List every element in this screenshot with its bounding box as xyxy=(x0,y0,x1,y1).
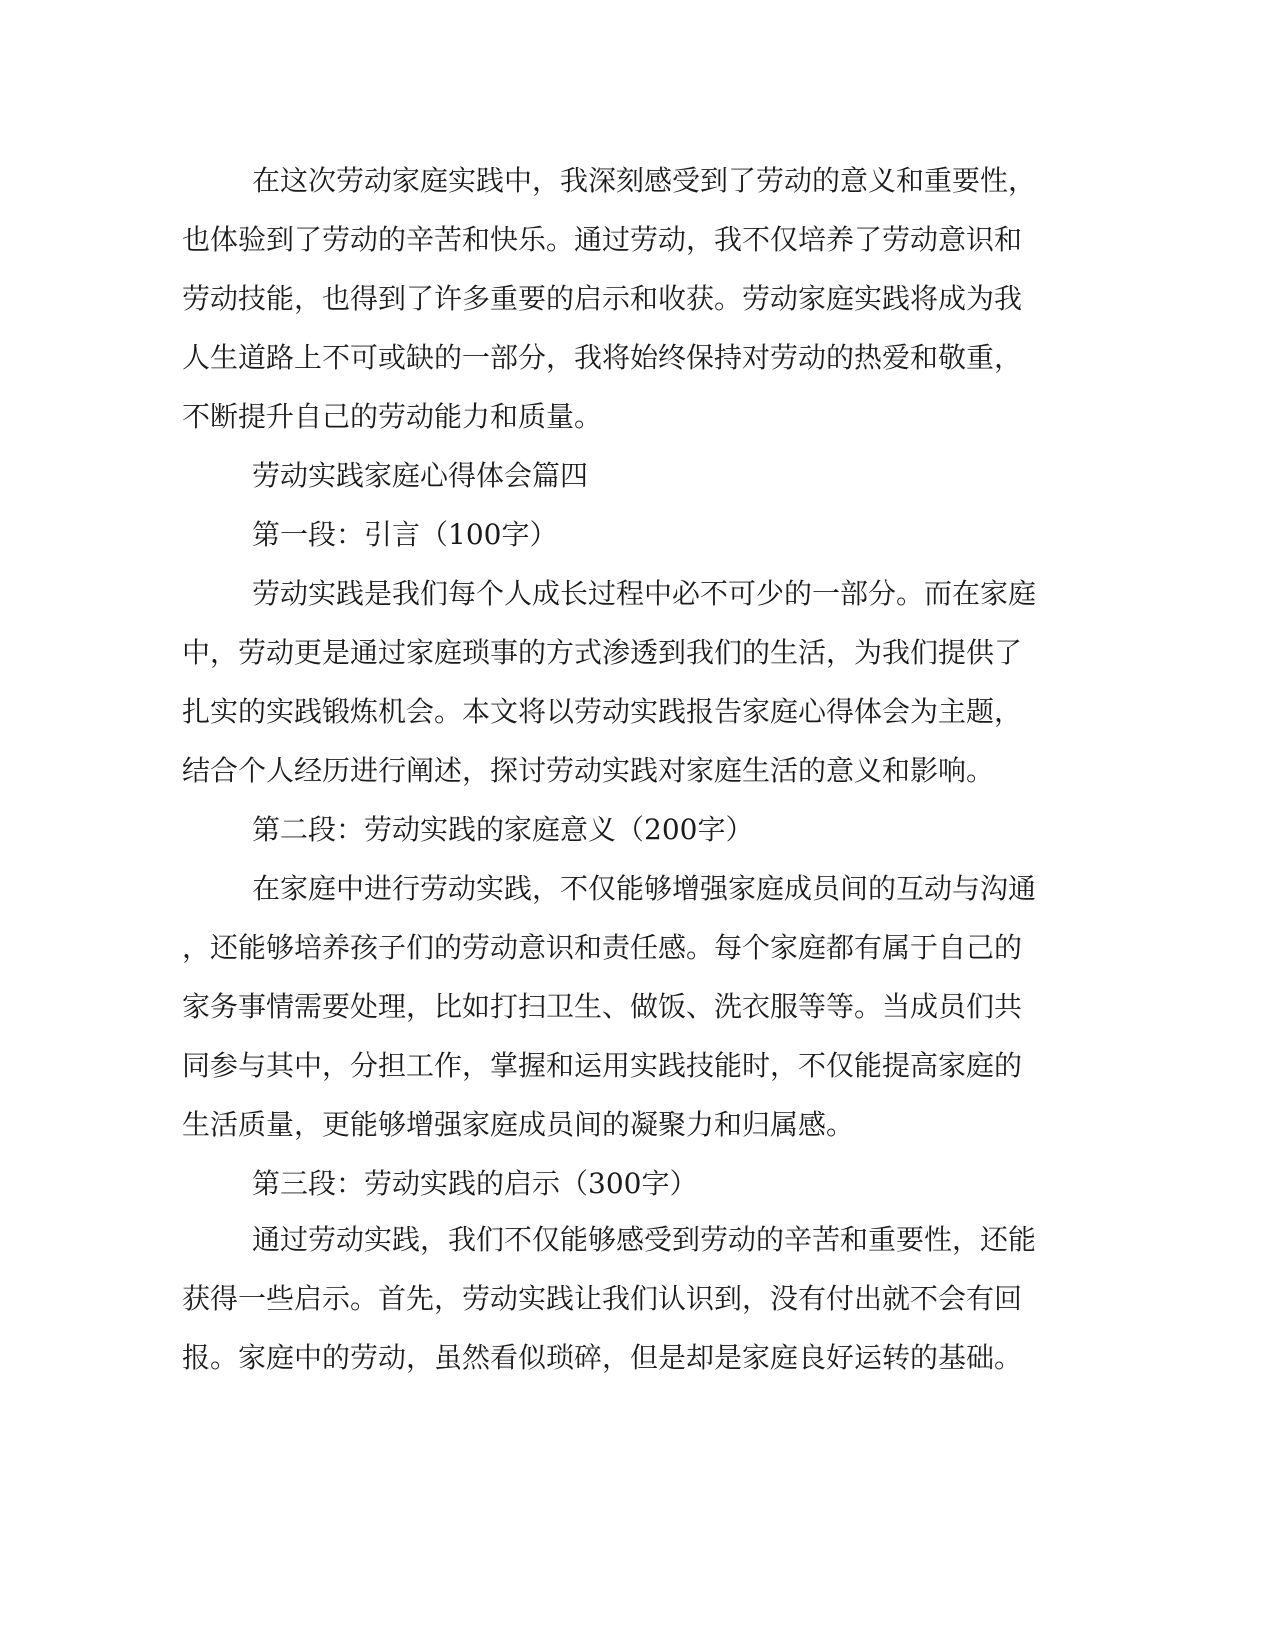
paragraph-line: 获得一些启示。首先，劳动实践让我们认识到，没有付出就不会有回 xyxy=(182,1282,1023,1315)
paragraph-line: 中，劳动更是通过家庭琐事的方式渗透到我们的生活，为我们提供了 xyxy=(182,636,1023,669)
paragraph-line: 不断提升自己的劳动能力和质量。 xyxy=(182,400,603,433)
paragraph-line: 结合个人经历进行阐述，探讨劳动实践对家庭生活的意义和影响。 xyxy=(182,754,995,787)
paragraph-line: 家务事情需要处理，比如打扫卫生、做饭、洗衣服等等。当成员们共 xyxy=(182,990,1023,1023)
paragraph-line: 同参与其中，分担工作，掌握和运用实践技能时，不仅能提高家庭的 xyxy=(182,1049,1023,1082)
section-heading: 第二段：劳动实践的家庭意义（200字） xyxy=(252,813,754,846)
paragraph-line: 扎实的实践锻炼机会。本文将以劳动实践报告家庭心得体会为主题， xyxy=(182,695,1023,728)
paragraph-line: 劳动实践是我们每个人成长过程中必不可少的一部分。而在家庭 xyxy=(252,577,1037,610)
paragraph-line: ，还能够培养孩子们的劳动意识和责任感。每个家庭都有属于自己的 xyxy=(182,931,1023,964)
section-heading: 第三段：劳动实践的启示（300字） xyxy=(252,1167,698,1200)
paragraph-line: 报。家庭中的劳动，虽然看似琐碎，但是却是家庭良好运转的基础。 xyxy=(182,1341,1023,1374)
paragraph-line: 也体验到了劳动的辛苦和快乐。通过劳动，我不仅培养了劳动意识和 xyxy=(182,223,1023,256)
paragraph-line: 通过劳动实践，我们不仅能够感受到劳动的辛苦和重要性，还能 xyxy=(252,1223,1037,1256)
paragraph-line: 在这次劳动家庭实践中，我深刻感受到了劳动的意义和重要性， xyxy=(252,164,1037,197)
paragraph-line: 人生道路上不可或缺的一部分，我将始终保持对劳动的热爱和敬重， xyxy=(182,341,1023,374)
section-heading: 第一段：引言（100字） xyxy=(252,518,558,551)
paragraph-line: 生活质量，更能够增强家庭成员间的凝聚力和归属感。 xyxy=(182,1108,855,1141)
paragraph-line: 劳动技能，也得到了许多重要的启示和收获。劳动家庭实践将成为我 xyxy=(182,282,1023,315)
paragraph-line: 在家庭中进行劳动实践，不仅能够增强家庭成员间的互动与沟通 xyxy=(252,872,1037,905)
section-title: 劳动实践家庭心得体会篇四 xyxy=(252,459,589,492)
